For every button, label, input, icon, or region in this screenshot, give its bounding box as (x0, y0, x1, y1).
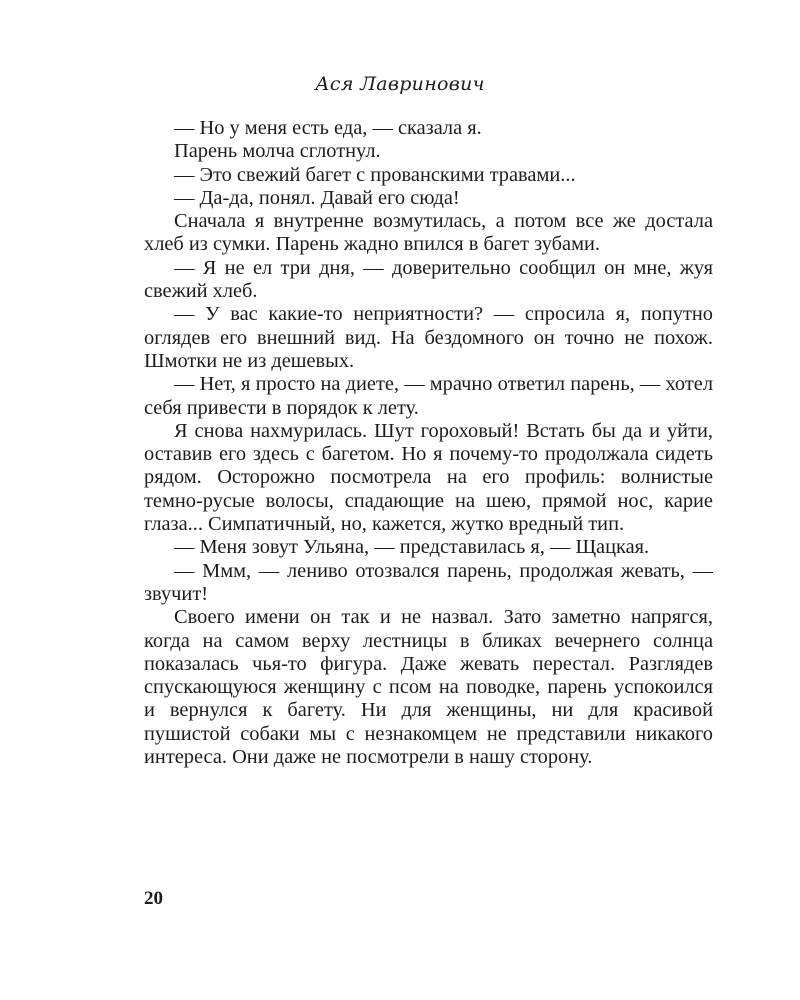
running-header-author: Ася Лавринович (315, 73, 485, 95)
paragraph: — Меня зовут Ульяна, — представилась я, — Щацкая. (174, 536, 650, 559)
page-number: 20 (144, 888, 163, 909)
paragraph: — Нет, я просто на диете, — мрачно ответил парень, — хотел себя привести в порядок к лету. (144, 373, 713, 419)
paragraph: Парень молча сглотнул. (174, 140, 381, 163)
paragraph: — Это свежий багет с прованскими травами... (174, 163, 576, 186)
paragraph: Сначала я внутренне возмутилась, а потом все же достала хлеб из сумки. Парень жадно впился в багет зубами. (144, 210, 713, 256)
paragraph: — Ммм, — лениво отозвался парень, продолжая жевать, — звучит! (144, 559, 713, 605)
paragraph: — Да-да, понял. Давай его сюда! (174, 186, 460, 209)
paragraph: — У вас какие-то неприятности? — спросила я, попутно оглядев его внешний вид. На бездомного он точно не похож. Шмотки не из дешевых. (144, 303, 713, 372)
body-text (144, 117, 713, 769)
paragraph: — Я не ел три дня, — доверительно сообщил он мне, жуя свежий хлеб. (144, 256, 713, 303)
paragraph: — Но у меня есть еда, — сказала я. (174, 117, 482, 139)
paragraph: Своего имени он так и не назвал. Зато заметно напрягся, когда на самом верху лестницы в бликах вечернего солнца показалась чья-то фигура. Даже жевать перестал. Разглядев спускающуюся женщину с псом на поводке, парень успокоился и вернулся к багету. Ни для женщины, ни для красивой пушистой собаки мы с незнакомцем не представили никакого интереса. Они даже не посмотрели в нашу сторону. (144, 606, 713, 769)
paragraph: Я снова нахмурилась. Шут гороховый! Встать бы да и уйти, оставив его здесь с багетом. Но я почему-то продолжала сидеть рядом. Осторожно посмотрела на его профиль: волнистые темно-русые волосы, спадающие на шею, прямой нос, карие глаза... Симпатичный, но, кажется, жутко вредный тип. (144, 419, 713, 536)
